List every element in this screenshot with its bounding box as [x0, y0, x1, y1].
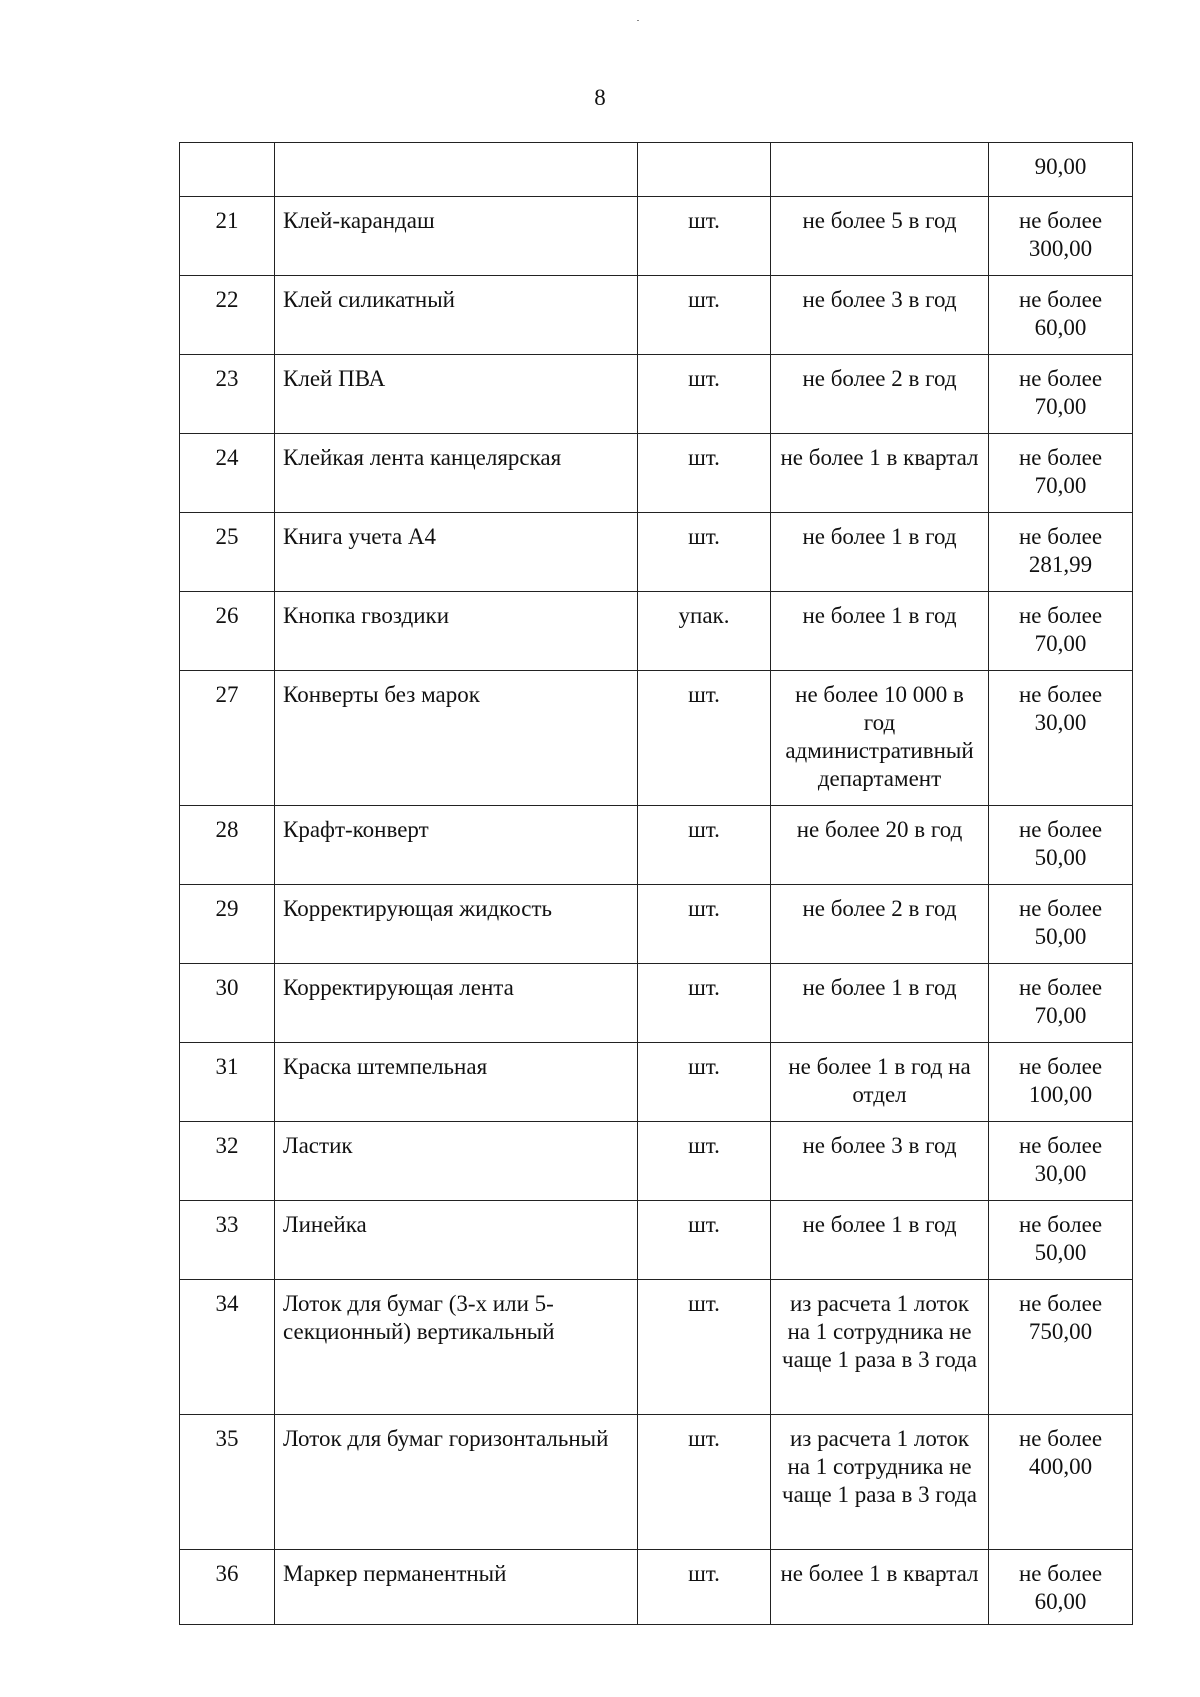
price-cell: [989, 806, 1133, 885]
norm-cell: не более 2 в год: [771, 885, 989, 964]
norm-cell: не более 10 000 в год административный департамент: [771, 671, 989, 806]
norm-cell: не более 20 в год: [771, 806, 989, 885]
row-number-cell: 28: [180, 806, 275, 885]
table-row: [180, 1201, 1133, 1280]
item-name-cell: Ластик: [275, 1122, 638, 1201]
row-number-cell: 21: [180, 197, 275, 276]
price-value: 30,00: [1034, 1161, 1087, 1186]
price-cell: [989, 1201, 1133, 1280]
norm-cell: не более 3 в год: [771, 1122, 989, 1201]
price-limit-label: не более: [1018, 208, 1103, 233]
row-number-cell: [180, 143, 275, 197]
row-number-cell: 29: [180, 885, 275, 964]
unit-cell: шт.: [638, 964, 771, 1043]
unit-cell: шт.: [638, 197, 771, 276]
norm-cell: из расчета 1 лоток на 1 сотрудника не чаще 1 раза в 3 года: [771, 1280, 989, 1415]
row-number-cell: 23: [180, 355, 275, 434]
price-value: 60,00: [1034, 315, 1087, 340]
row-number-cell: 32: [180, 1122, 275, 1201]
row-number-cell: 25: [180, 513, 275, 592]
item-name-cell: Краска штемпельная: [275, 1043, 638, 1122]
norm-cell: не более 1 в год: [771, 964, 989, 1043]
row-number-cell: 31: [180, 1043, 275, 1122]
item-name-cell: Клейкая лента канцелярская: [275, 434, 638, 513]
price-limit-label: не более: [1018, 975, 1103, 1000]
price-value: 100,00: [1028, 1082, 1093, 1107]
price-value: 60,00: [1034, 1589, 1087, 1614]
table-row: [180, 1122, 1133, 1201]
item-name-cell: Конверты без марок: [275, 671, 638, 806]
price-limit-label: не более: [1018, 445, 1103, 470]
item-name-cell: Линейка: [275, 1201, 638, 1280]
price-cell: [989, 197, 1133, 276]
price-cell: [989, 276, 1133, 355]
price-limit-label: не более: [1018, 1212, 1103, 1237]
supplies-table: [179, 142, 1133, 1625]
norm-cell: из расчета 1 лоток на 1 сотрудника не чаще 1 раза в 3 года: [771, 1415, 989, 1550]
norm-cell: не более 3 в год: [771, 276, 989, 355]
table-row-continuation: [180, 143, 1133, 197]
unit-cell: шт.: [638, 1550, 771, 1625]
table-row: [180, 513, 1133, 592]
row-number-cell: 33: [180, 1201, 275, 1280]
item-name-cell: Лоток для бумаг горизонтальный: [275, 1415, 638, 1550]
unit-cell: упак.: [638, 592, 771, 671]
unit-cell: шт.: [638, 434, 771, 513]
unit-cell: шт.: [638, 1043, 771, 1122]
unit-cell: шт.: [638, 1122, 771, 1201]
table-row: [180, 1043, 1133, 1122]
price-value: 300,00: [1028, 236, 1093, 261]
item-name-cell: Корректирующая жидкость: [275, 885, 638, 964]
item-name-cell: Кнопка гвоздики: [275, 592, 638, 671]
table-row: [180, 885, 1133, 964]
price-value: 50,00: [1034, 924, 1087, 949]
norm-cell: не более 1 в год на отдел: [771, 1043, 989, 1122]
price-limit-label: не более: [1018, 366, 1103, 391]
row-number-cell: 26: [180, 592, 275, 671]
price-value: 400,00: [1028, 1454, 1093, 1479]
price-cell: [989, 1043, 1133, 1122]
norm-cell: не более 5 в год: [771, 197, 989, 276]
page-number: 8: [594, 85, 606, 110]
price-limit-label: не более: [1018, 1291, 1103, 1316]
price-value: 70,00: [1034, 631, 1087, 656]
price-limit-label: не более: [1018, 524, 1103, 549]
price-limit-label: не более: [1018, 1054, 1103, 1079]
price-cell: [989, 434, 1133, 513]
unit-cell: [638, 143, 771, 197]
row-number-cell: 24: [180, 434, 275, 513]
price-cell: [989, 885, 1133, 964]
item-name-cell: Клей ПВА: [275, 355, 638, 434]
price-limit-label: не более: [1018, 287, 1103, 312]
norm-cell: не более 1 в год: [771, 513, 989, 592]
norm-cell: не более 1 в квартал: [771, 434, 989, 513]
price-limit-label: не более: [1018, 1426, 1103, 1451]
unit-cell: шт.: [638, 276, 771, 355]
item-name-cell: Корректирующая лента: [275, 964, 638, 1043]
row-number-cell: 34: [180, 1280, 275, 1415]
norm-cell: не более 1 в год: [771, 1201, 989, 1280]
price-value: 30,00: [1034, 710, 1087, 735]
unit-cell: шт.: [638, 1201, 771, 1280]
item-name-cell: Клей силикатный: [275, 276, 638, 355]
price-value: 750,00: [1028, 1319, 1093, 1344]
table-row: [180, 1280, 1133, 1415]
item-name-cell: Крафт-конверт: [275, 806, 638, 885]
table-row: [180, 592, 1133, 671]
unit-cell: шт.: [638, 806, 771, 885]
row-number-cell: 22: [180, 276, 275, 355]
table-row: [180, 1415, 1133, 1550]
row-number-cell: 35: [180, 1415, 275, 1550]
unit-cell: шт.: [638, 671, 771, 806]
item-name-cell: Книга учета А4: [275, 513, 638, 592]
unit-cell: шт.: [638, 1280, 771, 1415]
price-cell: [989, 964, 1133, 1043]
price-value: 50,00: [1034, 1240, 1087, 1265]
unit-cell: шт.: [638, 1415, 771, 1550]
row-number-cell: 27: [180, 671, 275, 806]
table-row: [180, 197, 1133, 276]
table-row: [180, 355, 1133, 434]
item-name-cell: Маркер перманентный: [275, 1550, 638, 1625]
price-cell: [989, 1280, 1133, 1415]
norm-cell: [771, 143, 989, 197]
item-name-cell: Лоток для бумаг (3-х или 5-секционный) вертикальный: [275, 1280, 638, 1415]
norm-cell: не более 1 в квартал: [771, 1550, 989, 1625]
price-cell: [989, 513, 1133, 592]
table-row: [180, 434, 1133, 513]
row-number-cell: 36: [180, 1550, 275, 1625]
price-limit-label: не более: [1018, 896, 1103, 921]
unit-cell: шт.: [638, 355, 771, 434]
table-row: [180, 276, 1133, 355]
item-name-cell: [275, 143, 638, 197]
price-value: 70,00: [1034, 473, 1087, 498]
unit-cell: шт.: [638, 885, 771, 964]
price-value: 50,00: [1034, 845, 1087, 870]
price-limit-label: не более: [1018, 1133, 1103, 1158]
price-cell: [989, 1550, 1133, 1625]
price-limit-label: не более: [1018, 603, 1103, 628]
table-row: [180, 671, 1133, 806]
price-cell: [989, 1415, 1133, 1550]
scan-artifact: [637, 20, 639, 21]
table-row: [180, 806, 1133, 885]
price-value: 70,00: [1034, 394, 1087, 419]
table-row: [180, 964, 1133, 1043]
row-number-cell: 30: [180, 964, 275, 1043]
price-cell: [989, 592, 1133, 671]
price-limit-label: не более: [1018, 817, 1103, 842]
price-cell: 90,00: [989, 143, 1133, 197]
price-value: 281,99: [1028, 552, 1093, 577]
price-limit-label: не более: [1018, 682, 1103, 707]
norm-cell: не более 2 в год: [771, 355, 989, 434]
norm-cell: не более 1 в год: [771, 592, 989, 671]
price-cell: [989, 1122, 1133, 1201]
item-name-cell: Клей-карандаш: [275, 197, 638, 276]
unit-cell: шт.: [638, 513, 771, 592]
price-value: 70,00: [1034, 1003, 1087, 1028]
table-row: [180, 1550, 1133, 1625]
price-cell: [989, 671, 1133, 806]
price-limit-label: не более: [1018, 1561, 1103, 1586]
price-cell: [989, 355, 1133, 434]
